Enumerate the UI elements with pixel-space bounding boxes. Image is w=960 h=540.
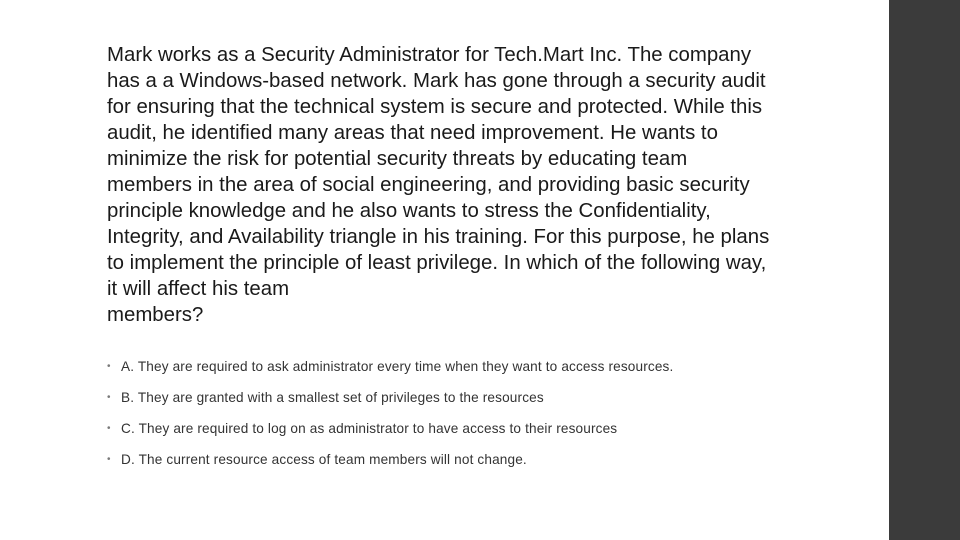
question-text: Mark works as a Security Administrator for Tech.Mart Inc. The company has a a Windows-based network. Mark has gone through a security audit for ensuring that the technical system is secure and protected. While this audit, he identified many areas that need improvement. He wants to minimize the risk for potential security threats by educating team members in the area of social engineering, and providing basic security principle knowledge and he also wants to stress the Confidentiality, Integrity, and Availability triangle in his training. For this purpose, he plans to implement the principle of least privilege. In which of the following way, it will affect his team members? [107, 44, 770, 326]
answer-option-text: B. They are granted with a smallest set of privileges to the resources [121, 390, 544, 405]
answer-options-list [107, 358, 867, 482]
answer-option-a [107, 358, 867, 389]
bullet-icon: • [107, 361, 111, 372]
answer-option-text: C. They are required to log on as administrator to have access to their resources [121, 421, 618, 436]
answer-option-text: D. The current resource access of team members will not change. [121, 452, 527, 467]
slide-side-bar [889, 0, 960, 540]
bullet-icon: • [107, 423, 111, 434]
answer-option-c [107, 420, 867, 451]
answer-option-text: A. They are required to ask administrator every time when they want to access resources. [121, 359, 674, 374]
answer-option-d [107, 451, 867, 482]
answer-option-b [107, 389, 867, 420]
bullet-icon: • [107, 392, 111, 403]
bullet-icon: • [107, 454, 111, 465]
